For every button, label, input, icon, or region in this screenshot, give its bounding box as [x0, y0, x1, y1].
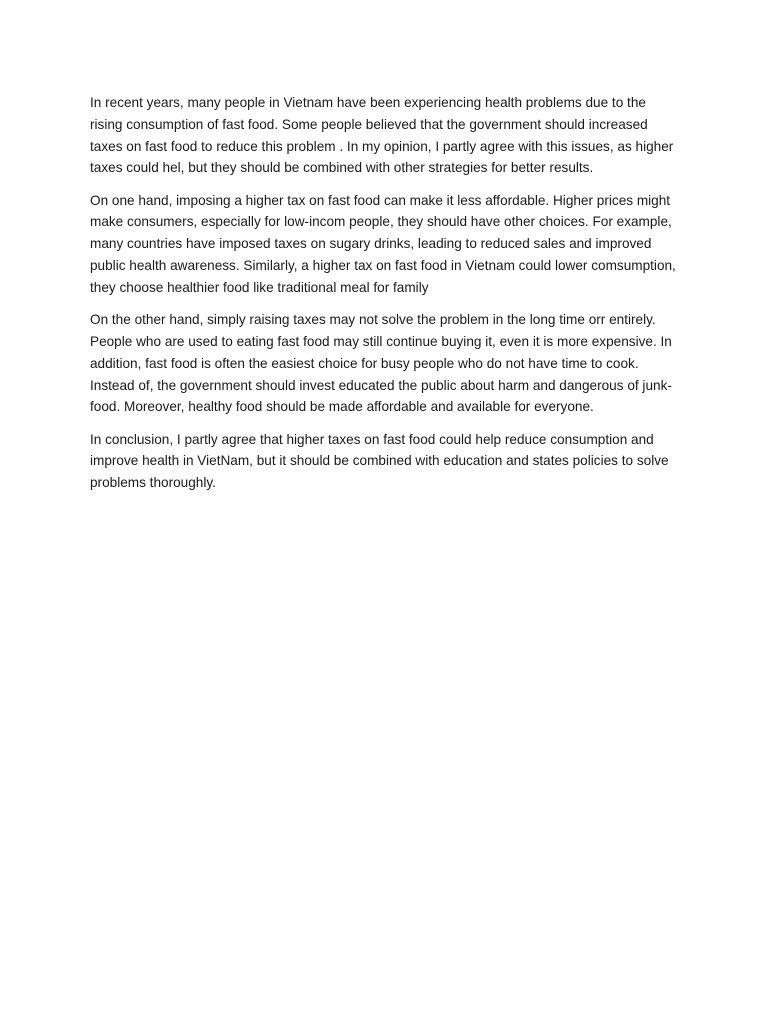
- paragraph-body-one: On one hand, imposing a higher tax on fast food can make it less affordable. Higher prices might make consumers, especially for low-incom people, they should have other choices. For example, many countries have imposed taxes on sugary drinks, leading to reduced sales and improved public health awareness. Similarly, a higher tax on fast food in Vietnam could lower comsumption, they choose healthier food like traditional meal for family: [90, 192, 676, 295]
- document-body: [90, 92, 682, 505]
- paragraph-body-two: On the other hand, simply raising taxes may not solve the problem in the long time orr entirely. People who are used to eating fast food may still continue buying it, even it is more expensive. In addition, fast food is often the easiest choice for busy people who do not have time to cook. Instead of, the government should invest educated the public about harm and dangerous of junk-food. Moreover, healthy food should be made affordable and available for everyone.: [90, 312, 672, 415]
- paragraph-introduction: In recent years, many people in Vietnam have been experiencing health problems due to the rising consumption of fast food. Some people believed that the government should increased taxes on fast food to reduce this problem . In my opinion, I partly agree with this issues, as higher taxes could hel, but they should be combined with other strategies for better results.: [90, 95, 674, 176]
- paragraph-conclusion: In conclusion, I partly agree that higher taxes on fast food could help reduce consumption and improve health in VietNam, but it should be combined with education and states policies to solve problems thoroughly.: [90, 431, 669, 491]
